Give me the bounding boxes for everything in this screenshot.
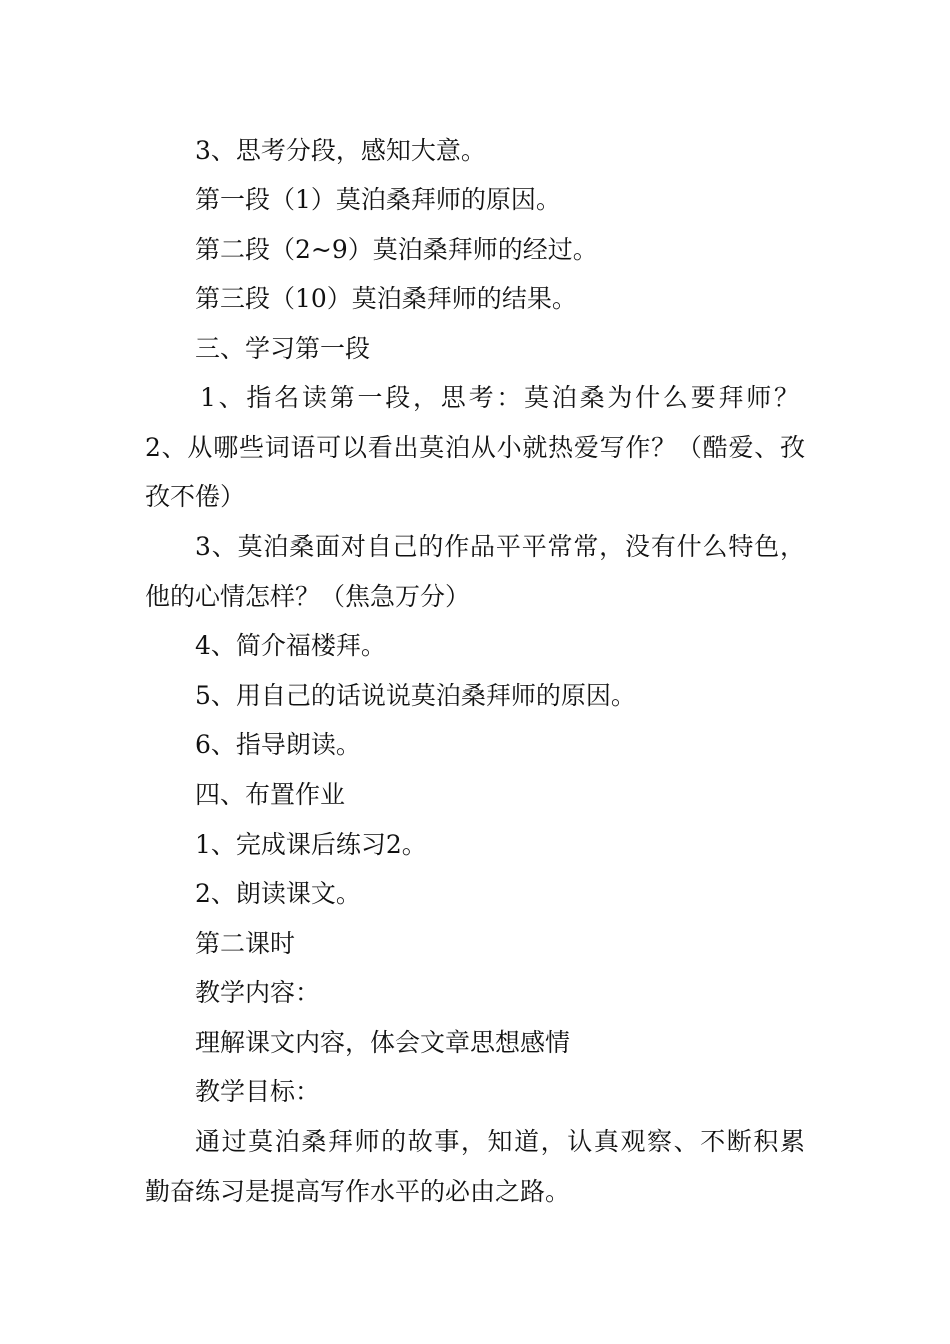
heading-teaching-content: 教学内容： <box>195 978 321 1007</box>
heading-homework: 四、布置作业 <box>195 780 346 809</box>
question-1-line: 1、指名读第一段，思考：莫泊桑为什么要拜师？ <box>200 383 800 412</box>
question-3-line: 3、莫泊桑面对自己的作品平平常常，没有什么特色， <box>195 532 805 561</box>
teaching-goals-continuation: 勤奋练习是提高写作水平的必由之路。 <box>145 1177 571 1206</box>
teaching-content-line: 理解课文内容，体会文章思想感情 <box>195 1028 571 1057</box>
question-2-continuation: 孜不倦） <box>145 482 246 511</box>
question-2-line: 2、从哪些词语可以看出莫泊从小就热爱写作？（酷爱、孜 <box>145 433 805 462</box>
section-3-line: 第三段（10）莫泊桑拜师的结果。 <box>195 284 577 313</box>
homework-1-line: 1、完成课后练习2。 <box>195 830 427 859</box>
step-3-paragraphing: 3、思考分段，感知大意。 <box>195 136 486 165</box>
heading-teaching-goals: 教学目标： <box>195 1077 321 1106</box>
step-6-line: 6、指导朗读。 <box>195 730 361 759</box>
heading-study-first-section: 三、学习第一段 <box>195 334 371 363</box>
section-1-line: 第一段（1）莫泊桑拜师的原因。 <box>195 185 561 214</box>
question-3-continuation: 他的心情怎样？（焦急万分） <box>145 582 471 611</box>
step-5-line: 5、用自己的话说说莫泊桑拜师的原因。 <box>195 681 636 710</box>
heading-second-lesson: 第二课时 <box>195 929 296 958</box>
teaching-goals-line: 通过莫泊桑拜师的故事，知道，认真观察、不断积累 <box>195 1127 805 1156</box>
step-4-line: 4、简介福楼拜。 <box>195 631 386 660</box>
homework-2-line: 2、朗读课文。 <box>195 879 361 908</box>
section-2-line: 第二段（2~9）莫泊桑拜师的经过。 <box>195 235 598 264</box>
